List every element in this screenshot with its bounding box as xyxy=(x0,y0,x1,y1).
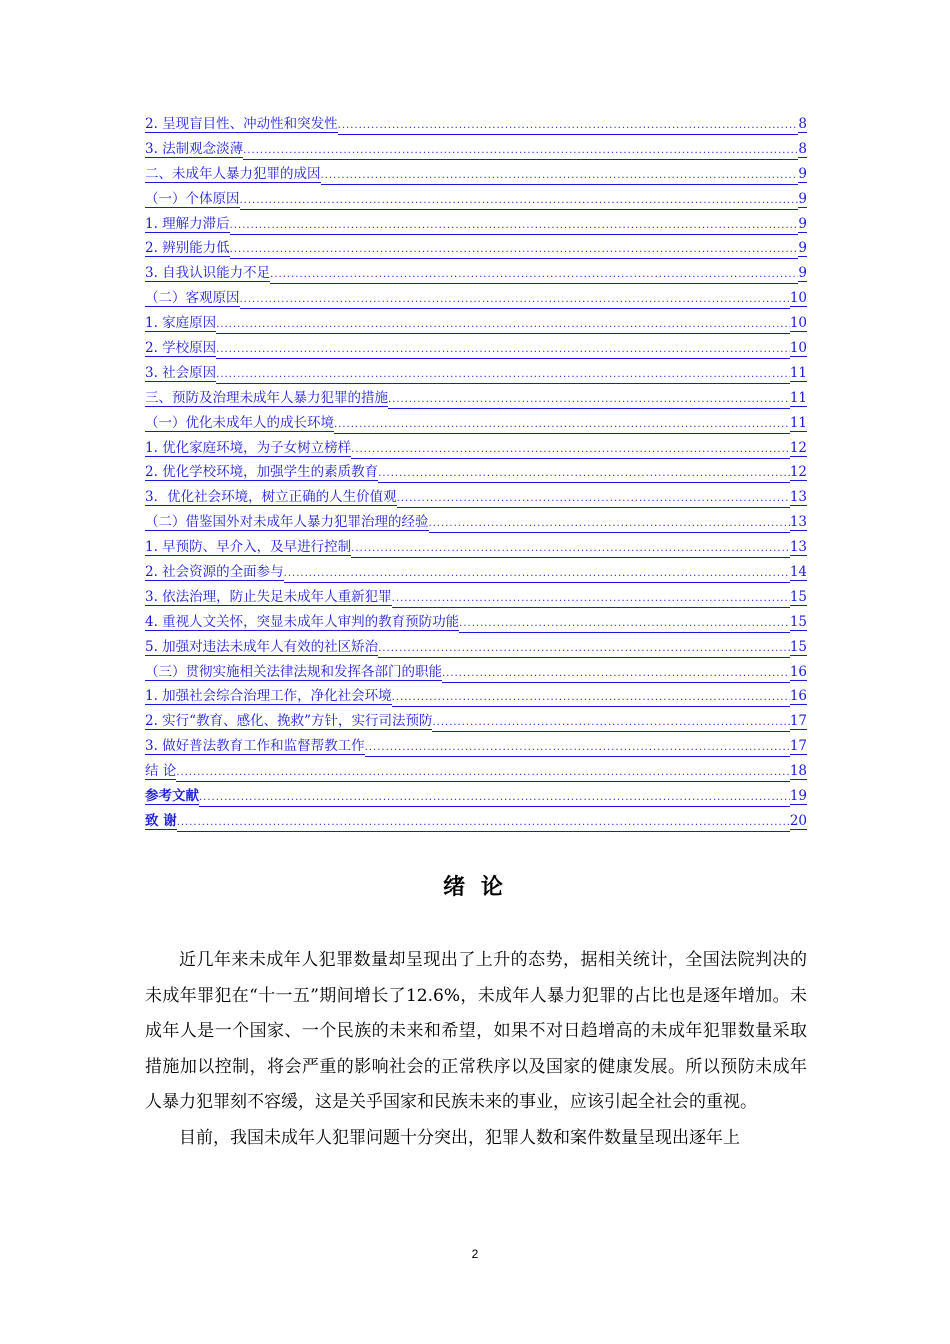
toc-entry-title: 2. 社会资源的全面参与 xyxy=(145,564,284,581)
toc-entry-title: 3. 做好普法教育工作和监督帮教工作 xyxy=(145,738,365,755)
toc-entry-title: 4. 重视人文关怀，突显未成年人审判的教育预防功能 xyxy=(145,613,460,630)
toc-entry-title: （二）客观原因 xyxy=(145,290,240,307)
toc-entry[interactable] xyxy=(145,589,807,614)
toc-entry-page: 13 xyxy=(789,514,807,531)
toc-entry-title: 1. 理解力滞后 xyxy=(145,215,230,232)
toc-entry-page: 9 xyxy=(798,190,807,207)
toc-entry[interactable] xyxy=(145,639,807,664)
toc-entry-title: 2. 实行“教育、感化、挽救”方针，实行司法预防 xyxy=(145,713,433,730)
toc-entry-title: 3. 自我认识能力不足 xyxy=(145,265,271,282)
toc-entry[interactable] xyxy=(145,763,807,788)
toc-entry[interactable] xyxy=(145,664,807,689)
toc-dot-leader xyxy=(378,641,790,658)
toc-dot-leader xyxy=(216,317,790,334)
toc-entry[interactable] xyxy=(145,464,807,489)
toc-entry[interactable] xyxy=(145,390,807,415)
toc-entry-page: 12 xyxy=(789,464,807,481)
toc-entry-title: 2. 学校原因 xyxy=(145,340,217,357)
toc-entry-title: （一）优化未成年人的成长环境 xyxy=(145,414,334,431)
paragraph: 目前，我国未成年人犯罪问题十分突出，犯罪人数和案件数量呈现出逐年上 xyxy=(179,1127,740,1148)
page-number: 2 xyxy=(471,1247,479,1261)
toc-entry[interactable] xyxy=(145,290,807,315)
toc-entry-title: 3. 法制观念淡薄 xyxy=(145,140,244,157)
toc-entry-page: 11 xyxy=(789,364,807,381)
toc-entry[interactable] xyxy=(145,688,807,713)
toc-entry-page: 17 xyxy=(789,713,807,730)
toc-dot-leader xyxy=(176,765,790,782)
section-title: 绪 论 xyxy=(443,875,507,900)
toc-entry-page: 8 xyxy=(798,116,807,132)
toc-entry-title: 1. 早预防、早介入，及早进行控制 xyxy=(145,539,352,556)
toc-entry-page: 13 xyxy=(789,539,807,556)
toc-entry-title: 3. 依法治理，防止失足未成年人重新犯罪 xyxy=(145,588,392,605)
toc-dot-leader xyxy=(230,218,799,235)
toc-entry-page: 15 xyxy=(789,638,807,655)
toc-entry-page: 15 xyxy=(789,588,807,605)
toc-entry[interactable] xyxy=(145,265,807,290)
toc-entry-title: 二、未成年人暴力犯罪的成因 xyxy=(145,165,321,182)
toc-dot-leader xyxy=(351,442,790,459)
paragraph: 近几年来未成年人犯罪数量却呈现出了上升的态势，据相关统计，全国法院判决的未成年罪犯在“十一五”期间增长了12.6%，未成年人暴力犯罪的占比也是逐年增加。未成年人是一个国家、一个民族的未来和希望，如果不对日趋增高的未成年犯罪数量采取措施加以控制，将会严重的影响社会的正常秩序以及国家的健康发展。所以预防未成年人暴力犯罪刻不容缓，这是关乎国家和民族未来的事业，应该引起全社会的重视。 xyxy=(145,950,807,1112)
toc-dot-leader xyxy=(442,666,790,683)
toc-entry-title: 1. 加强社会综合治理工作，净化社会环境 xyxy=(145,688,392,705)
toc-entry-page: 13 xyxy=(789,489,807,506)
toc-entry[interactable] xyxy=(145,240,807,265)
toc-entry[interactable] xyxy=(145,415,807,440)
body-text xyxy=(145,943,807,1156)
toc-dot-leader xyxy=(388,392,790,409)
toc-entry-title: 三、预防及治理未成年人暴力犯罪的措施 xyxy=(145,389,388,406)
toc-entry[interactable] xyxy=(145,315,807,340)
toc-entry-page: 19 xyxy=(789,788,807,805)
toc-entry[interactable] xyxy=(145,614,807,639)
toc-entry-page: 16 xyxy=(789,663,807,680)
toc-dot-leader xyxy=(216,342,790,359)
toc-entry[interactable] xyxy=(145,489,807,514)
toc-entry-page: 10 xyxy=(789,315,807,332)
toc-entry-title: 1. 优化家庭环境，为子女树立榜样 xyxy=(145,439,352,456)
toc-dot-leader xyxy=(334,417,790,434)
toc-entry-page: 8 xyxy=(798,140,807,157)
table-of-contents xyxy=(145,116,807,838)
toc-dot-leader xyxy=(392,591,790,608)
toc-entry-page: 11 xyxy=(789,389,807,406)
toc-entry[interactable] xyxy=(145,141,807,166)
toc-dot-leader xyxy=(432,715,789,732)
toc-entry[interactable] xyxy=(145,365,807,390)
toc-entry[interactable] xyxy=(145,340,807,365)
toc-entry[interactable] xyxy=(145,813,807,838)
toc-entry-title: 结 论 xyxy=(145,763,177,780)
toc-entry[interactable] xyxy=(145,166,807,191)
toc-dot-leader xyxy=(240,193,799,210)
toc-dot-leader xyxy=(338,118,799,135)
toc-entry-page: 17 xyxy=(789,738,807,755)
toc-entry-page: 9 xyxy=(798,265,807,282)
toc-dot-leader xyxy=(459,616,790,633)
toc-entry-page: 15 xyxy=(789,613,807,630)
toc-dot-leader xyxy=(321,168,799,185)
toc-entry-title: 2. 呈现盲目性、冲动性和突发性 xyxy=(145,116,338,132)
toc-entry-page: 11 xyxy=(789,414,807,431)
toc-entry[interactable] xyxy=(145,564,807,589)
toc-entry-page: 20 xyxy=(789,812,807,829)
toc-entry[interactable] xyxy=(145,738,807,763)
toc-entry-title: 致 谢 xyxy=(145,812,177,829)
toc-dot-leader xyxy=(243,143,798,160)
toc-entry[interactable] xyxy=(145,440,807,465)
toc-entry-title: （二）借鉴国外对未成年人暴力犯罪治理的经验 xyxy=(145,514,429,531)
toc-entry[interactable] xyxy=(145,713,807,738)
toc-dot-leader xyxy=(378,466,790,483)
toc-entry-title: （一）个体原因 xyxy=(145,190,240,207)
toc-dot-leader xyxy=(397,491,790,508)
toc-dot-leader xyxy=(240,292,790,309)
toc-dot-leader xyxy=(216,367,790,384)
toc-entry[interactable] xyxy=(145,539,807,564)
toc-entry-page: 10 xyxy=(789,290,807,307)
toc-dot-leader xyxy=(230,242,799,259)
toc-entry[interactable] xyxy=(145,216,807,241)
toc-entry-title: 5. 加强对违法未成年人有效的社区矫治 xyxy=(145,638,379,655)
toc-entry-title: 2. 辨别能力低 xyxy=(145,240,230,257)
toc-entry-page: 9 xyxy=(798,215,807,232)
toc-dot-leader xyxy=(351,541,790,558)
toc-dot-leader xyxy=(270,267,798,284)
toc-entry[interactable] xyxy=(145,514,807,539)
toc-entry-title: 3．优化社会环境，树立正确的人生价值观 xyxy=(145,489,397,506)
toc-entry-title: （三）贯彻实施相关法律法规和发挥各部门的职能 xyxy=(145,663,442,680)
toc-dot-leader xyxy=(429,516,790,533)
toc-entry-page: 9 xyxy=(798,165,807,182)
toc-dot-leader xyxy=(365,740,790,757)
toc-entry-title: 参考文献 xyxy=(145,788,199,805)
toc-dot-leader xyxy=(177,815,790,832)
toc-entry[interactable] xyxy=(145,116,807,141)
toc-entry[interactable] xyxy=(145,788,807,813)
toc-entry-title: 3. 社会原因 xyxy=(145,364,217,381)
toc-entry-page: 14 xyxy=(789,564,807,581)
toc-entry-title: 1. 家庭原因 xyxy=(145,315,217,332)
toc-entry-page: 12 xyxy=(789,439,807,456)
toc-entry-page: 9 xyxy=(798,240,807,257)
toc-dot-leader xyxy=(199,790,790,807)
toc-entry-page: 10 xyxy=(789,340,807,357)
toc-dot-leader xyxy=(392,690,790,707)
toc-entry[interactable] xyxy=(145,191,807,216)
toc-dot-leader xyxy=(284,566,790,583)
toc-entry-page: 16 xyxy=(789,688,807,705)
toc-entry-page: 18 xyxy=(789,763,807,780)
toc-entry-title: 2. 优化学校环境，加强学生的素质教育 xyxy=(145,464,379,481)
